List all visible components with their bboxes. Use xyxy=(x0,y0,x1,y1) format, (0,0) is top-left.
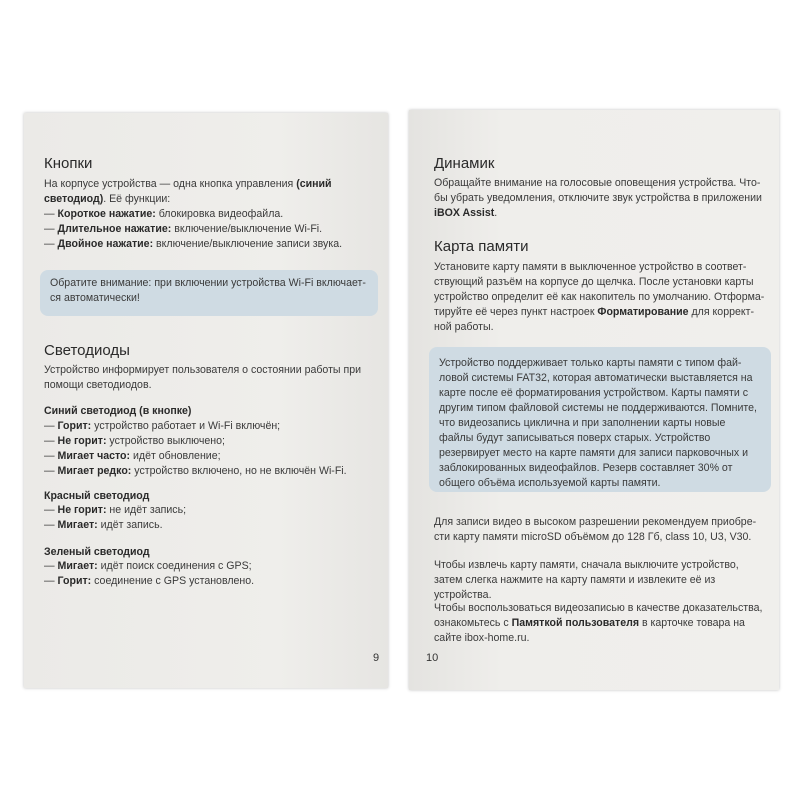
buttons-intro: На корпусе устройства — одна кнопка управления (синий светодиод). Её функции: xyxy=(44,178,332,205)
buttons-heading: Кнопки xyxy=(44,155,93,172)
memory-card-heading: Карта памяти xyxy=(434,238,529,255)
speaker-text: Обращайте внимание на голосовые оповещения устройства. Что-бы убрать уведомления, отключите звук устройства в приложении iBOX Assist. xyxy=(434,177,762,219)
recommendation-text: Для записи видео в высоком разрешении рекомендуем приобре-сти карту памяти microSD объёмом до 128 Гб, class 10, U3, V30. xyxy=(434,516,757,543)
list-item: — Не горит: не идёт запись; xyxy=(44,504,187,516)
page-number: 10 xyxy=(426,652,439,664)
speaker-heading: Динамик xyxy=(434,155,495,172)
button-functions-list xyxy=(44,207,342,252)
list-item: — Мигает редко: устройство включено, но не включён Wi-Fi. xyxy=(44,465,347,477)
green-led-heading: Зеленый светодиод xyxy=(44,546,150,558)
red-led-heading: Красный светодиод xyxy=(44,490,150,502)
red-led-list xyxy=(44,503,186,533)
list-item: — Не горит: устройство выключено; xyxy=(44,435,225,447)
list-item: — Горит: соединение с GPS установлено. xyxy=(44,575,255,587)
wifi-note: Обратите внимание: при включении устройства Wi-Fi включает-ся автоматически! xyxy=(40,270,378,316)
list-item: — Мигает: идёт запись. xyxy=(44,519,163,531)
blue-led-list xyxy=(44,419,347,479)
leds-intro: Устройство информирует пользователя о состоянии работы при помощи светодиодов. xyxy=(44,364,362,391)
list-item: — Двойное нажатие: включение/выключение записи звука. xyxy=(44,238,343,250)
page-number: 9 xyxy=(373,652,380,664)
list-item: — Мигает часто: идёт обновление; xyxy=(44,450,221,462)
memory-card-text: Установите карту памяти в выключенное устройство в соответ-ствующий разъём на корпусе до щелчка. После установки карты устройство определит её как накопитель по умолчанию. Отформа-тируйте её через пункт настроек Форматирование для коррект-ной работы. xyxy=(434,261,765,333)
list-item: — Мигает: идёт поиск соединения с GPS; xyxy=(44,560,252,572)
leds-heading: Светодиоды xyxy=(44,342,130,359)
list-item: — Длительное нажатие: включение/выключение Wi-Fi. xyxy=(44,223,323,235)
left-page xyxy=(24,113,388,688)
fat32-note: Устройство поддерживает только карты памяти с типом фай-ловой системы FAT32, которая автоматически выставляется на карте после её форматирования устройством. Карты памяти с другим типом файловой системы не поддерживаются. Помните, что видеозапись циклична и при заполнении карты новые файлы будут записываться поверх старых. Устройство резервирует место на карте памяти для записи парковочных и заблокированных видеофайлов. Резерв составляет 30% от общего объёма используемой карты памяти. xyxy=(429,347,771,492)
evidence-text: Чтобы воспользоваться видеозаписью в качестве доказательства, ознакомьтесь с Памяткой пользователя в карточке товара на сайте ibox-home.ru. xyxy=(434,602,763,644)
removal-text: Чтобы извлечь карту памяти, сначала выключите устройство, затем слегка нажмите на карту памяти и извлеките её из устройства. xyxy=(434,559,739,601)
blue-led-heading: Синий светодиод (в кнопке) xyxy=(44,405,192,417)
green-led-list xyxy=(44,559,254,589)
right-page xyxy=(409,110,779,690)
list-item: — Горит: устройство работает и Wi-Fi включён; xyxy=(44,420,281,432)
list-item: — Короткое нажатие: блокировка видеофайла. xyxy=(44,208,284,220)
